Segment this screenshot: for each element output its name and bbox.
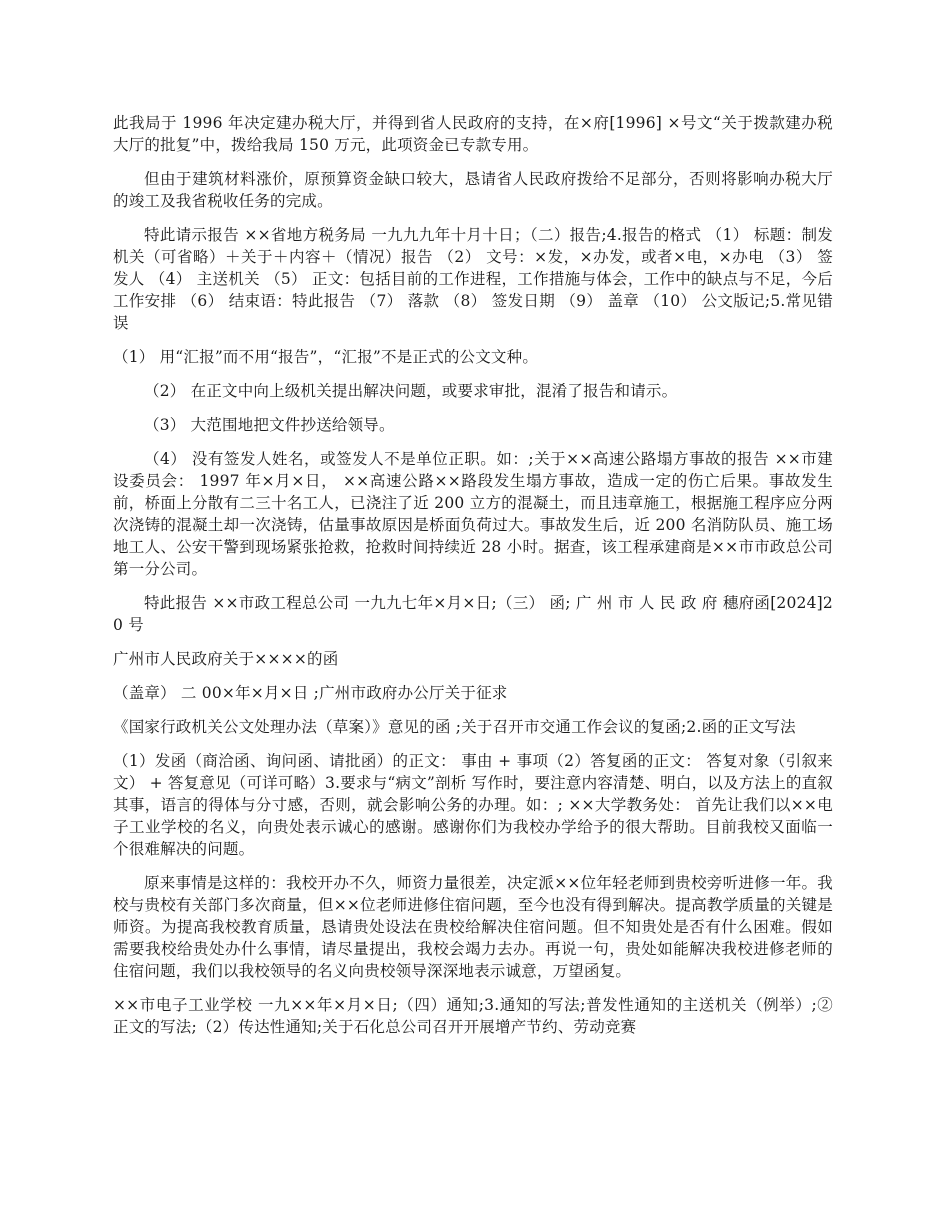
paragraph-6: （3） 大范围地把文件抄送给领导。: [144, 416, 395, 434]
paragraph-1: 此我局于 1996 年决定建办税大厅，并得到省人民政府的支持，在×府[1996] ×号文“关于拨款建办税大厅的批复”中，拨给我局 150 万元，此项资金已专款专用。: [113, 114, 833, 154]
paragraph-3: 特此请示报告 ××省地方税务局 一九九九年十月十日；（二）报告;4.报告的格式 （1） 标题：制发机关（可省略）＋关于＋内容＋（情况）报告 （2） 文号：×发，×办发，或者×电，×办电 （3） 签发人 （4） 主送机关 （5） 正文：包括目前的工作进程，工作措施与体会，工作中的缺点与不足，今后工作安排 （6） 结束语：特此报告 （7） 落款 （8） 签发日期 （9） 盖章 （10） 公文版记;5.常见错误: [113, 226, 833, 332]
paragraph-5: （2） 在正文中向上级机关提出解决问题，或要求审批，混淆了报告和请示。: [144, 382, 678, 400]
paragraph-9: 广州市人民政府关于××××的函: [113, 650, 339, 668]
paragraph-7: （4） 没有签发人姓名，或签发人不是单位正职。如：;关于××高速公路塌方事故的报告 ××市建设委员会： 1997 年×月×日， ××高速公路××路段发生塌方事故，造成一定的伤亡后果。事故发生前，桥面上分散有二三十名工人，已浇注了近 200 立方的混凝土，而且违章施工，根据施工程序应分两次浇铸的混凝土却一次浇铸，估量事故原因是桥面负荷过大。事故发生后，近 200 名消防队员、施工场地工人、公安干警到现场紧张抢救，抢救时间持续近 28 小时。据查，该工程承建商是××市市政总公司第一分公司。: [113, 450, 833, 578]
document-page: [113, 112, 833, 1050]
paragraph-13: 原来事情是这样的：我校开办不久，师资力量很差，决定派××位年轻老师到贵校旁听进修一年。我校与贵校有关部门多次商量，但××位老师进修住宿问题，至今也没有得到解决。提高教学质量的关键是师资。为提高我校教育质量，恳请贵处设法在贵校给解决住宿问题。但不知贵处是否有什么困难。假如需要我校给贵处办什么事情，请尽量提出，我校会竭力去办。再说一句，贵处如能解决我校进修老师的住宿问题，我们以我校领导的名义向贵校领导深深地表示诚意，万望函复。: [113, 874, 833, 980]
paragraph-2: 但由于建筑材料涨价，原预算资金缺口较大，恳请省人民政府拨给不足部分，否则将影响办税大厅的竣工及我省税收任务的完成。: [113, 170, 833, 210]
paragraph-8: 特此报告 ××市政工程总公司 一九九七年×月×日;（三） 函; 广 州 市 人 民 政 府 穗府函[2024]20 号: [113, 594, 833, 634]
paragraph-4: （1） 用“汇报”而不用“报告”，“汇报”不是正式的公文文种。: [113, 348, 539, 366]
paragraph-12: （1）发函（商洽函、询问函、请批函）的正文： 事由 + 事项（2）答复函的正文： 答复对象（引叙来文） + 答复意见（可详可略）3.要求与“病文”剖析 写作时，要注意内容清楚、明白，以及方法上的直叙其事，语言的得体与分寸感，否则，就会影响公务的办理。如：; ××大学教务处： 首先让我们以××电子工业学校的名义，向贵处表示诚心的感谢。感谢你们为我校办学给予的很大帮助。目前我校又面临一个很难解决的问题。: [113, 752, 833, 858]
paragraph-10: （盖章） 二 00×年×月×日 ;广州市政府办公厅关于征求: [113, 684, 508, 702]
paragraph-11: 《国家行政机关公文处理办法（草案）》意见的函 ;关于召开市交通工作会议的复函;2.函的正文写法: [113, 718, 796, 736]
paragraph-14: ××市电子工业学校 一九××年×月×日;（四）通知;3.通知的写法;普发性通知的主送机关（例举）;② 正文的写法;（2）传达性通知;关于石化总公司召开开展增产节约、劳动竞赛: [113, 996, 833, 1036]
